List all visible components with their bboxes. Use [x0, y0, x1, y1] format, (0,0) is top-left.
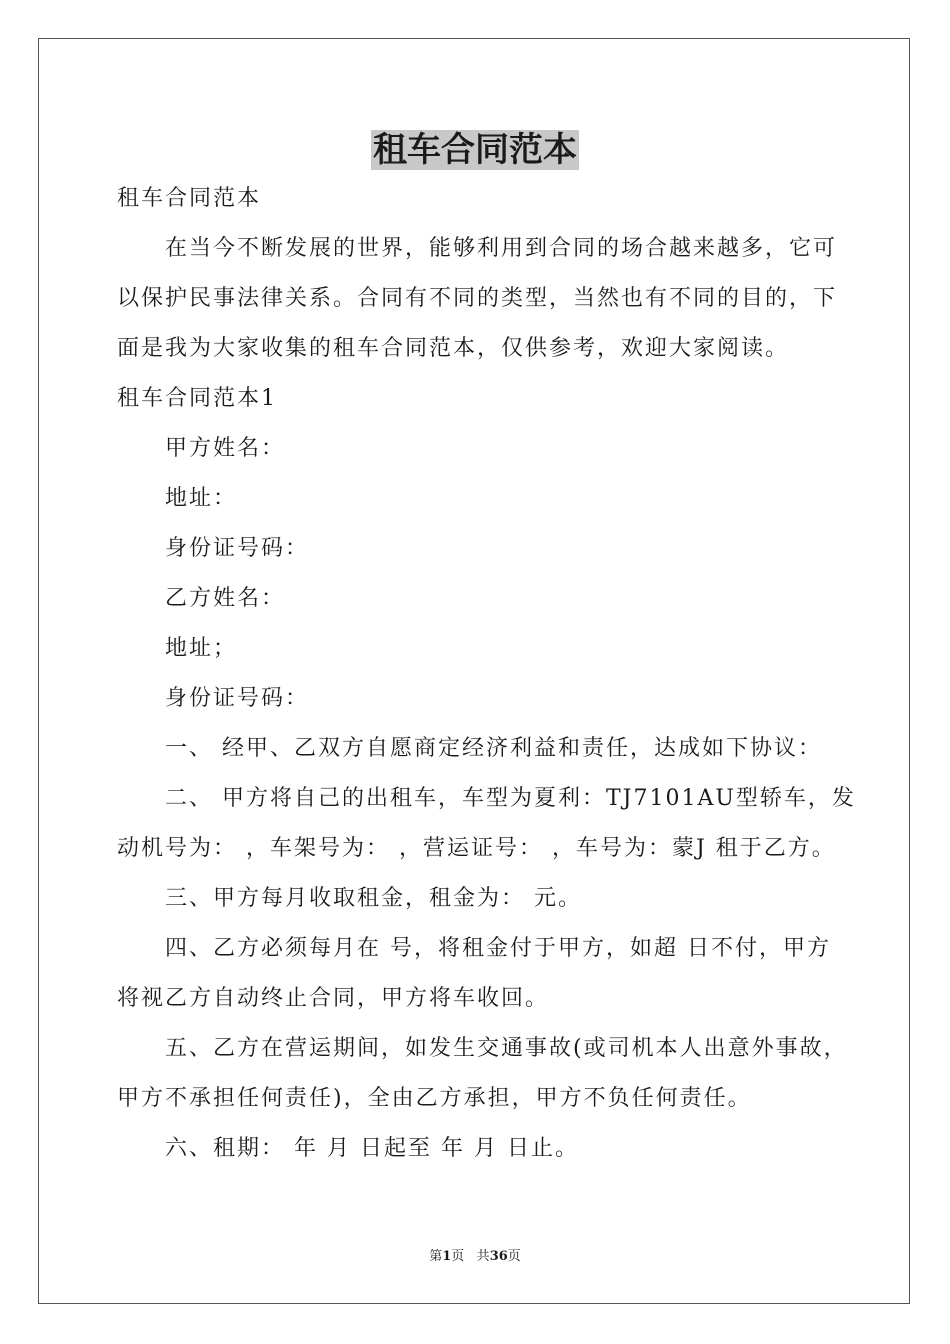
clause-5-line-2: 甲方不承担任何责任)，全由乙方承担，甲方不负任何责任。: [117, 1086, 752, 1111]
title-text: 租车合同范本: [373, 130, 577, 170]
intro-line-3: 面是我为大家收集的租车合同范本，仅供参考，欢迎大家阅读。: [117, 336, 790, 361]
intro-line-1: 在当今不断发展的世界，能够利用到合同的场合越来越多，它可: [165, 236, 838, 261]
clause-2-line-2: 动机号为： ，车架号为： ，营运证号： ，车号为：蒙J 租于乙方。: [117, 836, 836, 861]
party-b-name: 乙方姓名：: [165, 586, 286, 611]
footer-total-prefix: 共: [476, 1249, 490, 1264]
party-b-address: 地址；: [165, 636, 238, 661]
clause-4-line-2: 将视乙方自动终止合同，甲方将车收回。: [117, 986, 550, 1011]
clause-3: 三、甲方每月收取租金，租金为： 元。: [165, 886, 582, 911]
footer-page-prefix: 第: [429, 1249, 443, 1264]
party-b-id: 身份证号码：: [165, 686, 310, 711]
clause-2-line-1: 二、 甲方将自己的出租车，车型为夏利：TJ7101AU型轿车，发: [165, 786, 856, 811]
party-a-address: 地址：: [165, 486, 238, 511]
party-a-name: 甲方姓名：: [165, 436, 286, 461]
clause-5-line-1: 五、乙方在营运期间，如发生交通事故(或司机本人出意外事故，: [165, 1036, 848, 1061]
clause-4-line-1: 四、乙方必须每月在 号，将租金付于甲方，如超 日不付，甲方: [165, 936, 831, 961]
document-title: [0, 126, 950, 174]
subtitle-line: 租车合同范本: [117, 186, 262, 211]
footer-total-pages: 36: [489, 1249, 508, 1264]
section-heading-1: 租车合同范本1: [117, 386, 277, 411]
page-border: [38, 38, 910, 1304]
footer-page-suffix: 页: [451, 1249, 465, 1264]
intro-line-2: 以保护民事法律关系。合同有不同的类型，当然也有不同的目的，下: [117, 286, 838, 311]
footer-total-suffix: 页: [507, 1249, 521, 1264]
page-footer: [0, 1248, 950, 1266]
clause-1: 一、 经甲、乙双方自愿商定经济利益和责任，达成如下协议：: [165, 736, 822, 761]
footer-page-number: 1: [442, 1249, 452, 1264]
clause-6: 六、租期： 年 月 日起至 年 月 日止。: [165, 1136, 579, 1161]
party-a-id: 身份证号码：: [165, 536, 310, 561]
